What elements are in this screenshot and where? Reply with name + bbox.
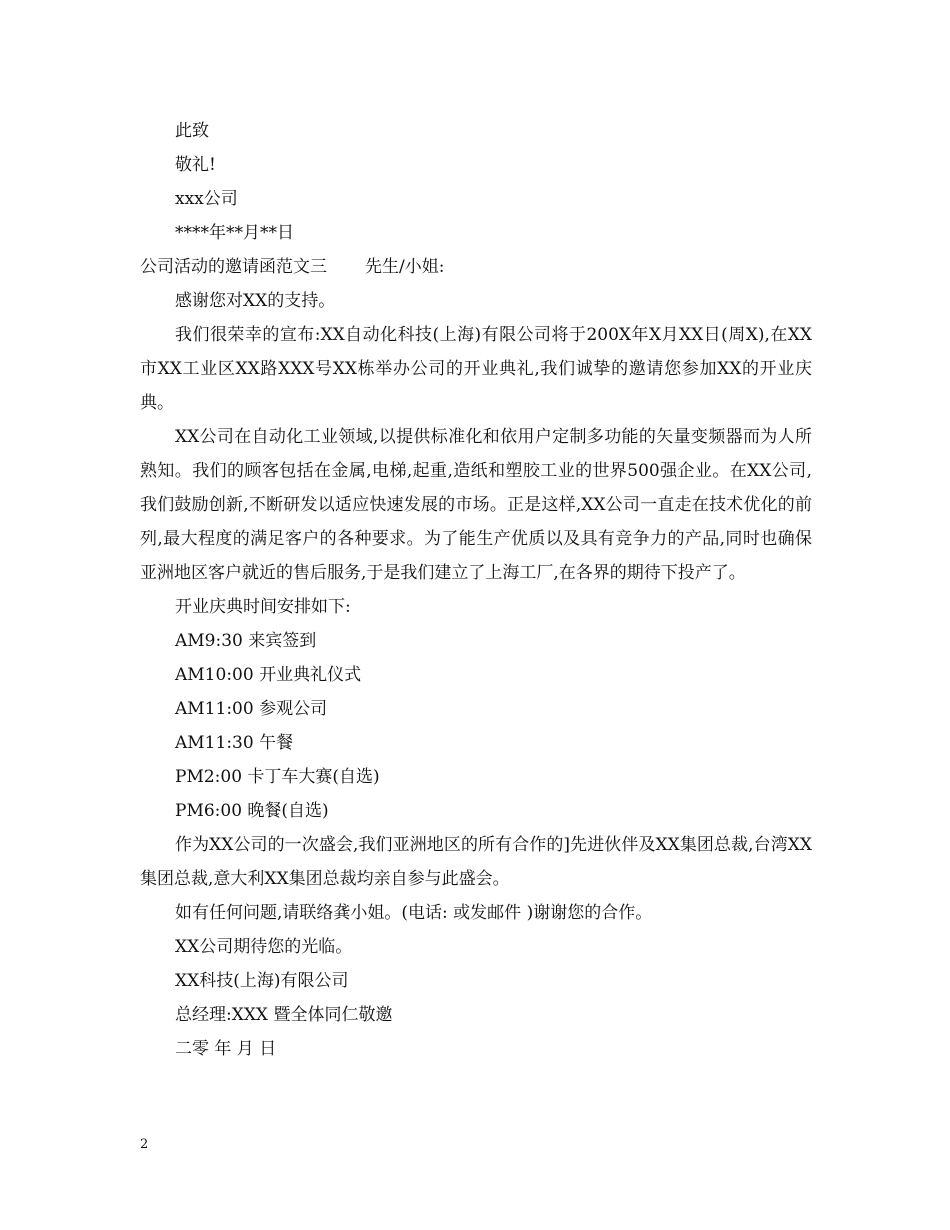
schedule-item: PM2:00 卡丁车大赛(自选) bbox=[175, 767, 380, 787]
expect-line: XX公司期待您的光临。 bbox=[175, 937, 353, 957]
addressee: 先生/小姐: bbox=[365, 257, 445, 277]
signature-date: 二零 年 月 日 bbox=[175, 1039, 277, 1059]
schedule-item: PM6:00 晚餐(自选) bbox=[175, 801, 329, 821]
page-number: 2 bbox=[140, 1137, 149, 1152]
section-title: 公司活动的邀请函范文三 bbox=[140, 257, 327, 277]
announcement-paragraph: 我们很荣幸的宣布:XX自动化科技(上海)有限公司将于200X年X月XX日(周X),在XX市XX工业区XX路XXX号XX栋举办公司的开业典礼,我们诚挚的邀请您参加XX的开业庆典。 bbox=[140, 325, 812, 413]
schedule-item: AM11:00 参观公司 bbox=[175, 699, 328, 719]
signature-company: XX科技(上海)有限公司 bbox=[175, 971, 349, 991]
schedule-item: AM11:30 午餐 bbox=[175, 733, 294, 753]
closing-date: ****年**月**日 bbox=[175, 223, 294, 243]
signature-manager: 总经理:XXX 暨全体同仁敬邀 bbox=[175, 1005, 393, 1025]
schedule-heading: 开业庆典时间安排如下: bbox=[175, 597, 351, 617]
guests-paragraph: 作为XX公司的一次盛会,我们亚洲地区的所有合作的]先进伙伴及XX集团总裁,台湾XX集团总裁,意大利XX集团总裁均亲自参与此盛会。 bbox=[140, 835, 812, 889]
section-heading bbox=[140, 250, 812, 284]
letter-body bbox=[140, 114, 812, 1066]
contact-line: 如有任何问题,请联络龚小姐。(电话: 或发邮件 )谢谢您的合作。 bbox=[175, 903, 653, 923]
schedule-item: AM9:30 来宾签到 bbox=[175, 631, 317, 651]
thanks-paragraph: 感谢您对XX的支持。 bbox=[175, 291, 336, 311]
closing-regards: 敬礼! bbox=[175, 155, 216, 175]
schedule-item: AM10:00 开业典礼仪式 bbox=[175, 665, 362, 685]
closing-company: xxx公司 bbox=[175, 189, 238, 209]
company-intro-paragraph: XX公司在自动化工业领域,以提供标准化和依用户定制多功能的矢量变频器而为人所熟知。我们的顾客包括在金属,电梯,起重,造纸和塑胶工业的世界500强企业。在XX公司,我们鼓励创新,不断研发以适应快速发展的市场。正是这样,XX公司一直走在技术优化的前列,最大程度的满足客户的各种要求。为了能生产优质以及具有竞争力的产品,同时也确保亚洲地区客户就近的售后服务,于是我们建立了上海工厂,在各界的期待下投产了。 bbox=[140, 427, 812, 583]
closing-salutation: 此致 bbox=[175, 121, 209, 141]
